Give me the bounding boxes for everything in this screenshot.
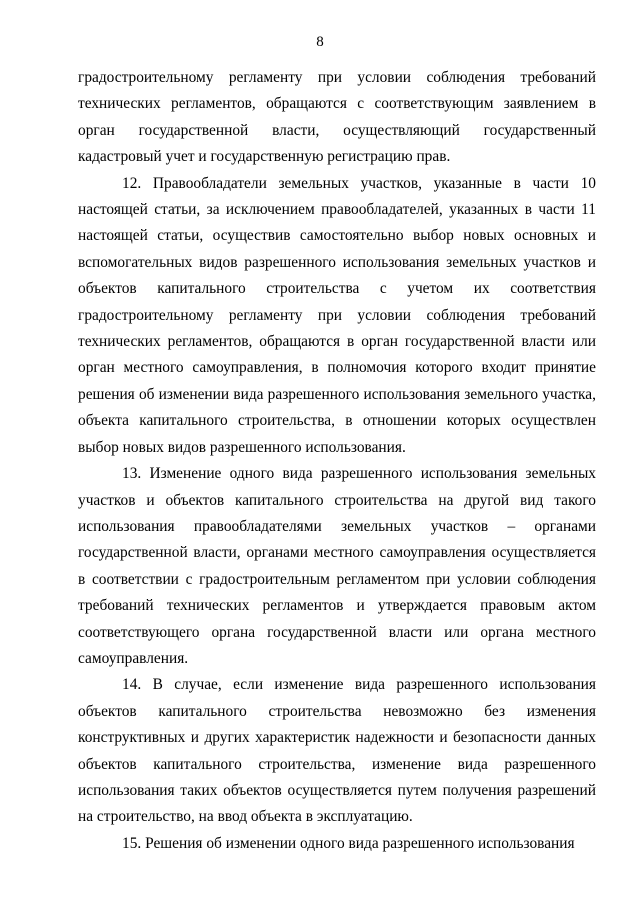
- paragraph-continuation: градостроительному регламенту при условии соблюдения требований технических регламентов, обращаются с соответствующим заявлением в орган государственной власти, осуществляющий государственный кадастровый учет и государственную регистрацию прав.: [78, 69, 596, 166]
- document-body: [78, 65, 596, 857]
- paragraph-12: 12. Правообладатели земельных участков, указанные в части 10 настоящей статьи, за исключением правообладателей, указанных в части 11 настоящей статьи, осуществив самостоятельно выбор новых основных и вспомогательных видов разрешенного использования земельных участков и объектов капитального строительства с учетом их соответствия градостроительному регламенту при условии соблюдения требований технических регламентов, обращаются в орган государственной власти или орган местного самоуправления, в полномочия которого входит принятие решения об изменении вида разрешенного использования земельного участка, объекта капитального строительства, в отношении которых осуществлен выбор новых видов разрешенного использования.: [78, 174, 596, 456]
- paragraph-15: 15. Решения об изменении одного вида разрешенного использования: [122, 834, 575, 852]
- paragraph-14: 14. В случае, если изменение вида разрешенного использования объектов капитального строительства невозможно без изменения конструктивных и других характеристик надежности и безопасности данных объектов капитального строительства, изменение вида разрешенного использования таких объектов осуществляется путем получения разрешений на строительство, на ввод объекта в эксплуатацию.: [78, 676, 596, 826]
- paragraph-13: 13. Изменение одного вида разрешенного использования земельных участков и объектов капитального строительства на другой вид такого использования правообладателями земельных участков – органами государственной власти, органами местного самоуправления осуществляется в соответствии с градостроительным регламентом при условии соблюдения требований технических регламентов и утверждается правовым актом соответствующего органа государственной власти или органа местного самоуправления.: [78, 465, 596, 667]
- page-number: 8: [316, 34, 324, 50]
